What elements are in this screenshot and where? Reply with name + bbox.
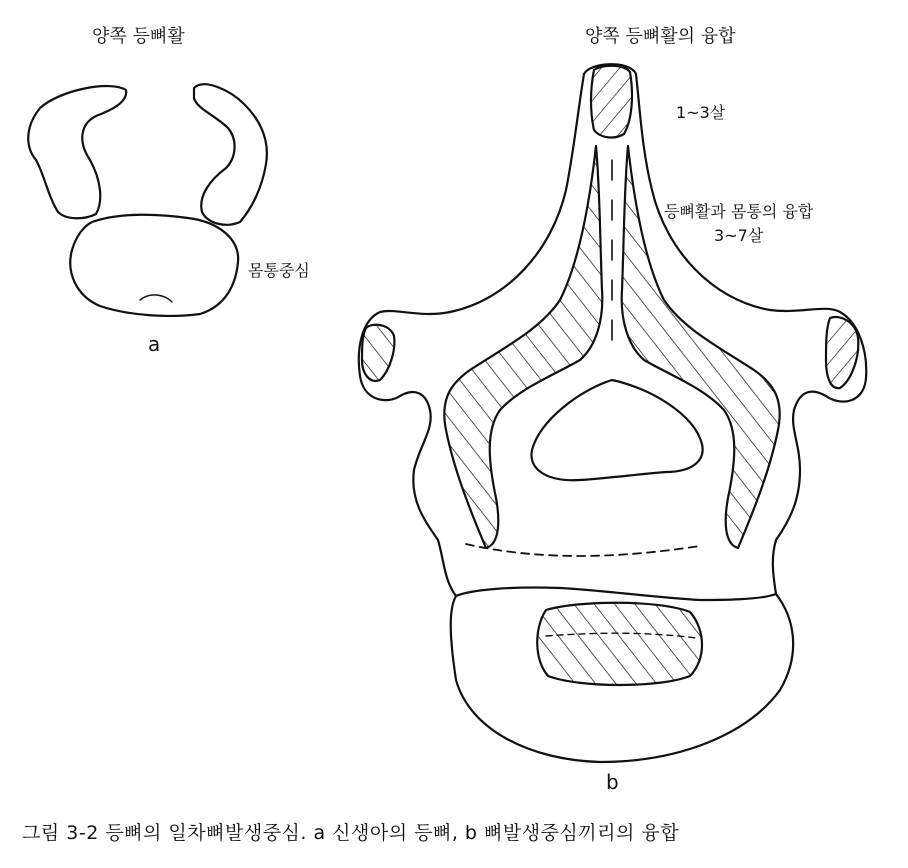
panel-b-letter: b [606,770,619,794]
left-transverse-center [362,325,394,381]
neural-canal [531,380,702,480]
panel-a-letter: a [148,332,161,356]
centrum-label: 몸통중심 [248,261,310,280]
fusion-label-line2: 3~7살 [714,226,764,245]
fusion-label-line1: 등뼈활과 몸통의 융합 [664,202,814,221]
neurocentral-junction [466,544,700,556]
age-label-1-3: 1~3살 [676,103,726,122]
figure-caption: 그림 3-2 등뼈의 일차뼈발생중심. a 신생아의 등뼈, b 뼈발생중심끼리의 융합 [22,822,680,844]
centrum-ossification-center [70,215,238,316]
centrum-center [537,603,702,685]
right-neural-arch [194,84,267,224]
right-transverse-center [826,317,858,388]
panel-a-title: 양쪽 등뼈활 [92,26,185,47]
left-neural-arch [28,86,126,218]
fusion-label [664,200,813,248]
left-arch-fusion-band [444,146,602,548]
spine-apex-center [591,66,632,138]
panel-b-title: 양쪽 등뼈활의 융합 [585,26,736,47]
